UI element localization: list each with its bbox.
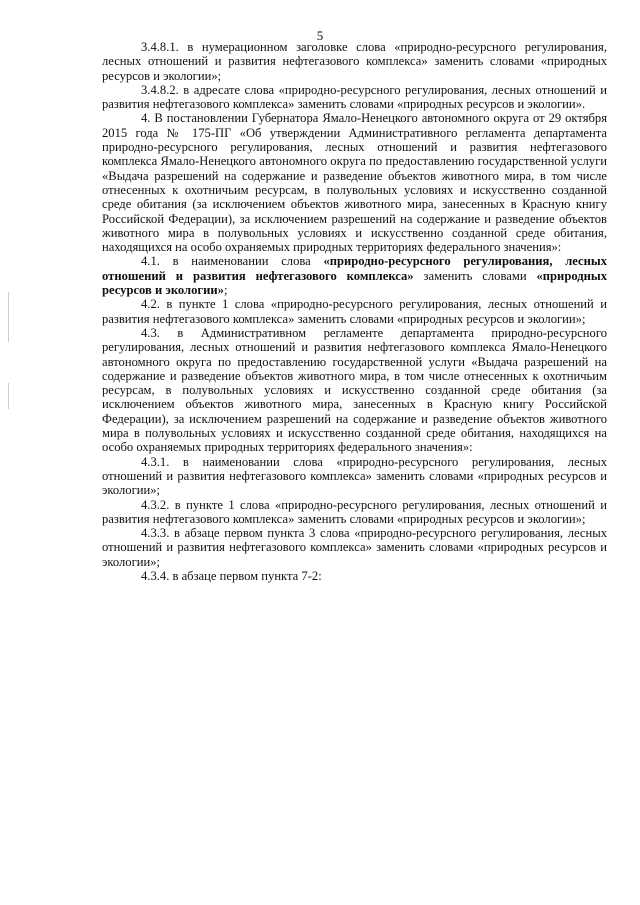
paragraph-4 — [102, 111, 607, 254]
paragraph-4-1 — [102, 254, 607, 297]
bold-phrase: «природно-ресурсного регулирования, лесных отношений и развития нефтегазового комплекса» — [102, 254, 607, 283]
paragraph-text: 4. В постановлении Губернатора Ямало-Ненецкого автономного округа от 29 октября 2015 года № 175-ПГ «Об утверждении Административного регламента департамента природно-ресурсного регулирования, лесных отношений и развития нефтегазового комплекса Ямало-Ненецкого автономного округа по предоставлению государственной услуги «Выдача разрешений на содержание и разведение объектов животного мира, в том числе отнесенных к охотничьим ресурсам, в полувольных условиях и искусственно созданной среде обитания (за исключением объектов животного мира, занесенных в Красную книгу Российской Федерации), за исключением разрешений на содержание и разведение объектов животного мира в полувольных условиях и искусственно созданной среде обитания, находящихся на особо охраняемых природных территориях федерального значения»: — [102, 111, 607, 255]
paragraph-text: 4.2. в пункте 1 слова «природно-ресурсного регулирования, лесных отношений и развития нефтегазового комплекса» заменить словами «природных ресурсов и экологии»; — [102, 297, 607, 326]
document-body — [102, 40, 607, 583]
scan-margin-mark — [8, 292, 9, 342]
paragraph-text: ; — [223, 283, 228, 298]
paragraph-4-3 — [102, 326, 607, 455]
paragraph-text: 4.3.2. в пункте 1 слова «природно-ресурсного регулирования, лесных отношений и развития нефтегазового комплекса» заменить словами «природных ресурсов и экологии»; — [102, 497, 607, 526]
paragraph-4-3-2 — [102, 498, 607, 527]
paragraph-text: 4.3.1. в наименовании слова «природно-ресурсного регулирования, лесных отношений и развития нефтегазового комплекса» заменить словами «природных ресурсов и экологии»; — [102, 454, 607, 498]
paragraph-text: заменить словами — [413, 268, 537, 283]
paragraph-4-3-1 — [102, 455, 607, 498]
paragraph-text: 3.4.8.2. в адресате слова «природно-ресурсного регулирования, лесных отношений и развития нефтегазового комплекса» заменить словами «природных ресурсов и экологии». — [102, 82, 607, 112]
paragraph-text: 4.3. в Административном регламенте департамента природно-ресурсного регулирования, лесных отношений и развития нефтегазового комплекса Ямало-Ненецкого автономного округа по предоставлению государственной услуги «Выдача разрешений на содержание и разведение объектов животного мира, в том числе отнесенных к охотничьим ресурсам, в полувольных условиях и искусственно созданной среде обитания (за исключением объектов животного мира, занесенных в Красную книгу Российской Федерации), за исключением разрешений на содержание и разведение объектов животного мира в полувольных условиях и искусственно созданной среде обитания, находящихся на особо охраняемых природных территориях федерального значения»: — [102, 325, 607, 455]
scan-margin-mark — [8, 383, 9, 409]
paragraph-text: 4.3.4. в абзаце первом пункта 7-2: — [141, 568, 322, 583]
paragraph-4-2 — [102, 297, 607, 326]
paragraph-text: 4.1. в наименовании слова — [141, 254, 324, 269]
paragraph-text: 4.3.3. в абзаце первом пункта 3 слова «природно-ресурсного регулирования, лесных отношений и развития нефтегазового комплекса» заменить словами «природных ресурсов и экологии»; — [102, 526, 607, 569]
bold-phrase: «природных ресурсов и экологии» — [102, 268, 608, 298]
page-number: 5 — [316, 28, 324, 43]
paragraph-4-3-3 — [102, 526, 607, 569]
paragraph-text: 3.4.8.1. в нумерационном заголовке слова «природно-ресурсного регулирования, лесных отношений и развития нефтегазового комплекса» заменить словами «природных ресурсов и экологии»; — [102, 40, 607, 83]
paragraph-3-4-8-2 — [102, 83, 607, 112]
paragraph-3-4-8-1 — [102, 40, 607, 83]
paragraph-4-3-4 — [102, 569, 607, 583]
